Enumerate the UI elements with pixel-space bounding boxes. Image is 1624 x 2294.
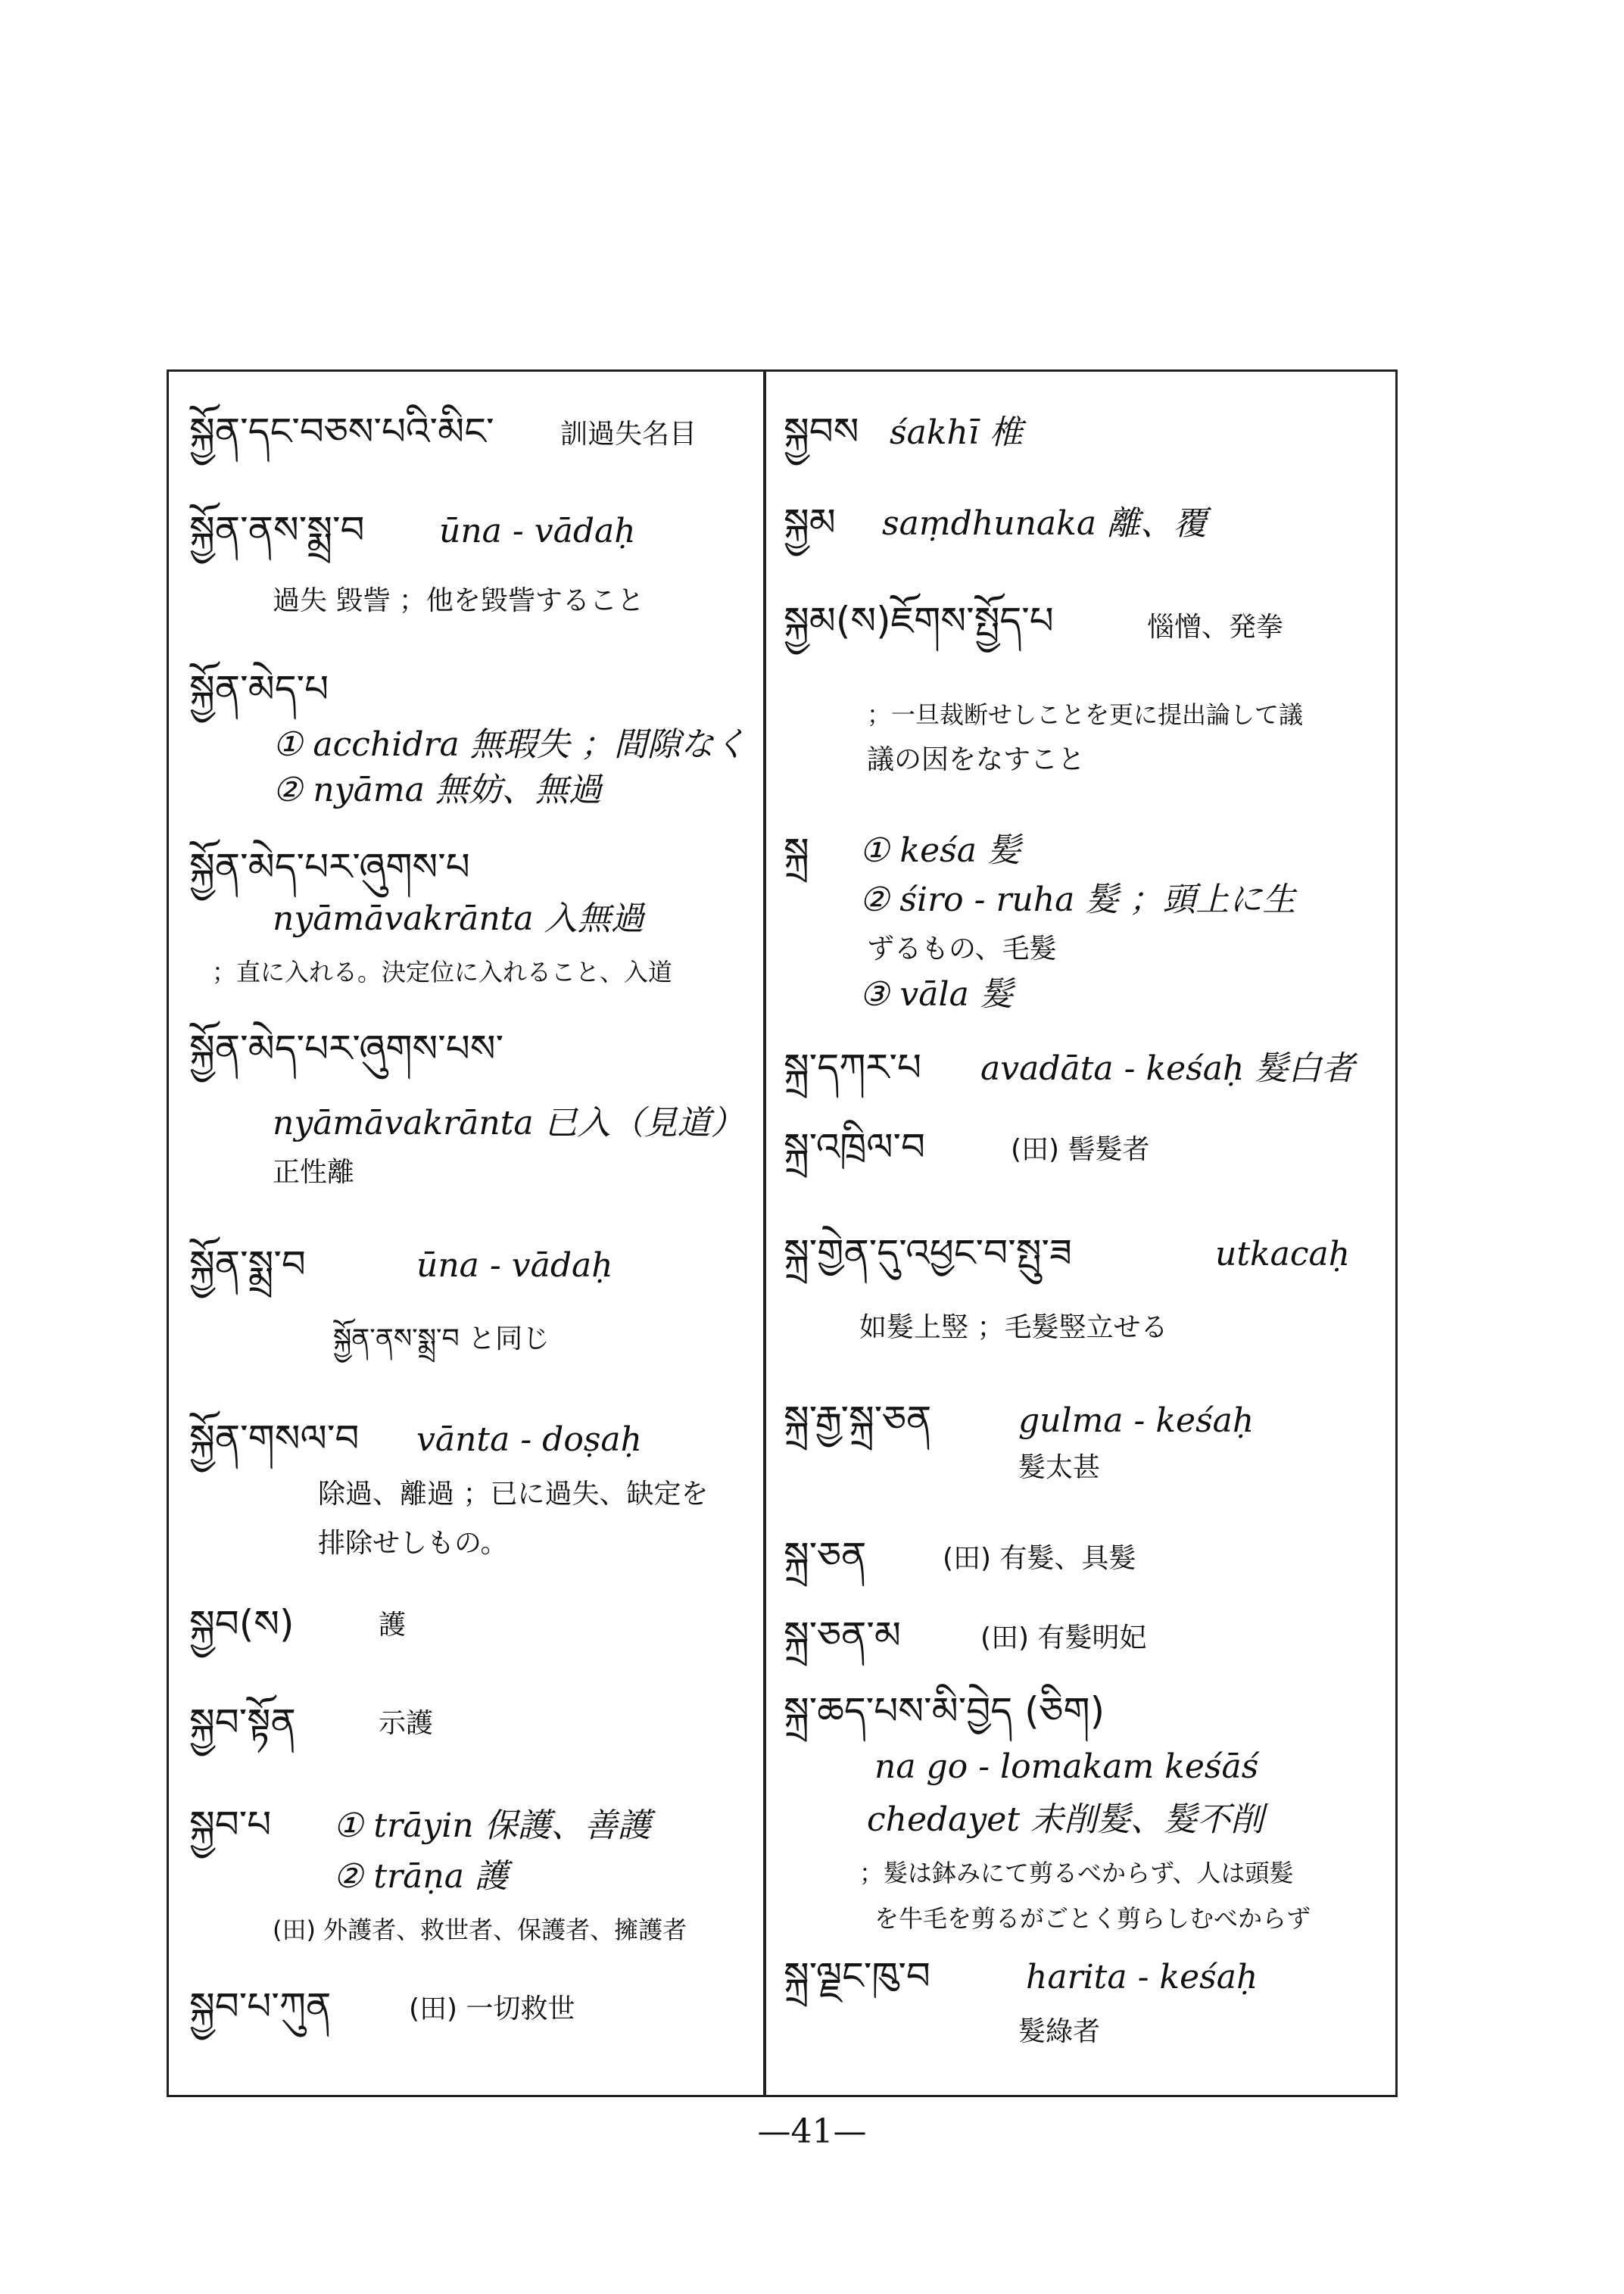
entry-headword: སྐྲ་ལྗང་ཁུ་བ xyxy=(784,1954,930,1998)
entry-gloss: ③ vāla 髮 xyxy=(859,975,1013,1014)
entry-headword: སྐྱབ(ས) xyxy=(189,1602,295,1646)
entry-headword: སྐྱོན་མེད་པར་ཞུགས་པས་ xyxy=(189,1027,504,1071)
entry-headword: སྐྲ xyxy=(784,830,809,874)
entry-gloss: 髮太甚 xyxy=(1018,1452,1101,1483)
entry-headword: སྐྲ་འཁྲིལ་བ xyxy=(784,1125,926,1169)
entry-headword: སྐྱབ་པ xyxy=(189,1803,272,1847)
entry-headword: སྐྱམ xyxy=(784,500,836,544)
entry-headword: སྐྲ་ཆད་པས་མི་བྱེད (ཅིག) xyxy=(784,1689,1105,1733)
entry-headword: སྐྱབས xyxy=(784,410,859,454)
page-number: —41— xyxy=(757,2112,867,2151)
entry-gloss: ；髮は鉢みにて剪るべからず、人は頭髮 xyxy=(859,1859,1294,1887)
entry-gloss: 排除せしもの。 xyxy=(318,1528,508,1559)
entry-gloss: avadāta - keśaḥ 髮白者 xyxy=(980,1049,1355,1088)
entry-gloss: (田) 有髮、具髮 xyxy=(943,1543,1136,1574)
entry-headword: སྐྱོན་ནས་སྨྲ་བ xyxy=(189,508,365,552)
entry-headword: སྐྲ་ཅན xyxy=(784,1534,867,1578)
entry-transliteration: na go - lomakam keśāś xyxy=(874,1747,1259,1786)
entry-headword: སྐྱམ(ས)ཇོགས་སྤྱོད་པ xyxy=(784,599,1054,643)
column-divider xyxy=(763,369,766,2097)
entry-gloss: ② nyāma 無妨、無過 xyxy=(273,771,602,809)
entry-gloss: を牛毛を剪るがごとく剪らしむべからず xyxy=(874,1904,1311,1933)
entry-gloss: 訓過失名目 xyxy=(560,419,697,450)
entry-gloss: ① trāyin 保護、善護 xyxy=(333,1806,651,1845)
entry-transliteration: gulma - keśaḥ xyxy=(1018,1401,1255,1440)
entry-transliteration: harita - keśaḥ xyxy=(1026,1958,1258,1996)
entry-transliteration: utkacaḥ xyxy=(1215,1235,1351,1273)
entry-gloss: chedayet 未削髮、髮不削 xyxy=(867,1800,1264,1839)
entry-gloss: ② trāṇa 護 xyxy=(333,1857,508,1896)
entry-headword: སྐྲ་དཀར་པ xyxy=(784,1046,922,1089)
entry-headword: སྐྱོན་མེད་པ xyxy=(189,667,329,711)
entry-gloss: ずるもの、毛髮 xyxy=(867,933,1057,965)
entry-transliteration: nyāmāvakrānta 已入（見道） xyxy=(273,1104,744,1142)
entry-gloss: 如髮上竪 ；毛髮竪立せる xyxy=(859,1312,1168,1343)
entry-gloss: śakhī 椎 xyxy=(890,413,1023,452)
entry-gloss: (田) 一切救世 xyxy=(409,1993,575,2024)
entry-transliteration: ūna - vādaḥ xyxy=(439,512,636,550)
entry-gloss: སྐྱོན་ནས་སྨྲ་བ と同じ xyxy=(333,1323,550,1354)
entry-transliteration: nyāmāvakrānta 入無過 xyxy=(273,899,644,938)
entry-gloss: (田) 有髮明妃 xyxy=(980,1622,1147,1653)
entry-headword: སྐྱབ་སྟོན xyxy=(189,1700,296,1744)
entry-gloss: 除過、離過 ；已に過失、缺定を xyxy=(318,1479,709,1510)
entry-gloss: 正性離 xyxy=(273,1157,355,1188)
entry-gloss: ① acchidra 無瑕失 ；間隙なく xyxy=(273,725,747,764)
entry-headword: སྐྱོན་དང་བཅས་པའི་མིང་ xyxy=(189,410,494,454)
entry-gloss: 示護 xyxy=(379,1708,434,1739)
entry-gloss: 議の因をなすこと xyxy=(867,744,1086,775)
entry-transliteration: ūna - vādaḥ xyxy=(416,1246,613,1285)
entry-gloss: 髮綠者 xyxy=(1018,2016,1101,2047)
entry-gloss: 過失 毀訾 ；他を毀訾すること xyxy=(273,585,644,616)
entry-headword: སྐྱོན་གསལ་བ xyxy=(189,1417,360,1460)
entry-gloss: 護 xyxy=(379,1610,407,1641)
entry-gloss: 惱憎、発拳 xyxy=(1147,612,1284,643)
entry-gloss: (田) 髻髮者 xyxy=(1011,1134,1150,1165)
entry-headword: སྐྲ་གྱེན་དུ་འཕྱང་བ་སྤུ་ཟ xyxy=(784,1231,1072,1275)
entry-gloss: ；直に入れる。決定位に入れること、入道 xyxy=(212,958,673,986)
entry-gloss: ① keśa 髪 xyxy=(859,831,1021,870)
entry-headword: སྐྲ་རྒྱ་སྐྲ་ཅན xyxy=(784,1398,932,1442)
entry-gloss: ；一旦裁断せしことを更に提出論して議 xyxy=(867,700,1304,729)
entry-transliteration: vānta - doṣaḥ xyxy=(416,1420,642,1459)
entry-gloss: saṃdhunaka 離、覆 xyxy=(882,504,1208,543)
entry-gloss: ② śiro - ruha 髮 ；頭上に生 xyxy=(859,881,1296,919)
entry-headword: སྐྱོན་མེད་པར་ཞུགས་པ xyxy=(189,845,470,889)
entry-headword: སྐྱབ་པ་ཀུན xyxy=(189,1984,332,2028)
entry-headword: སྐྲ་ཅན་མ xyxy=(784,1613,901,1657)
entry-headword: སྐྱོན་སྨྲ་བ xyxy=(189,1242,306,1286)
entry-gloss: (田) 外護者、救世者、保護者、擁護者 xyxy=(273,1915,687,1944)
